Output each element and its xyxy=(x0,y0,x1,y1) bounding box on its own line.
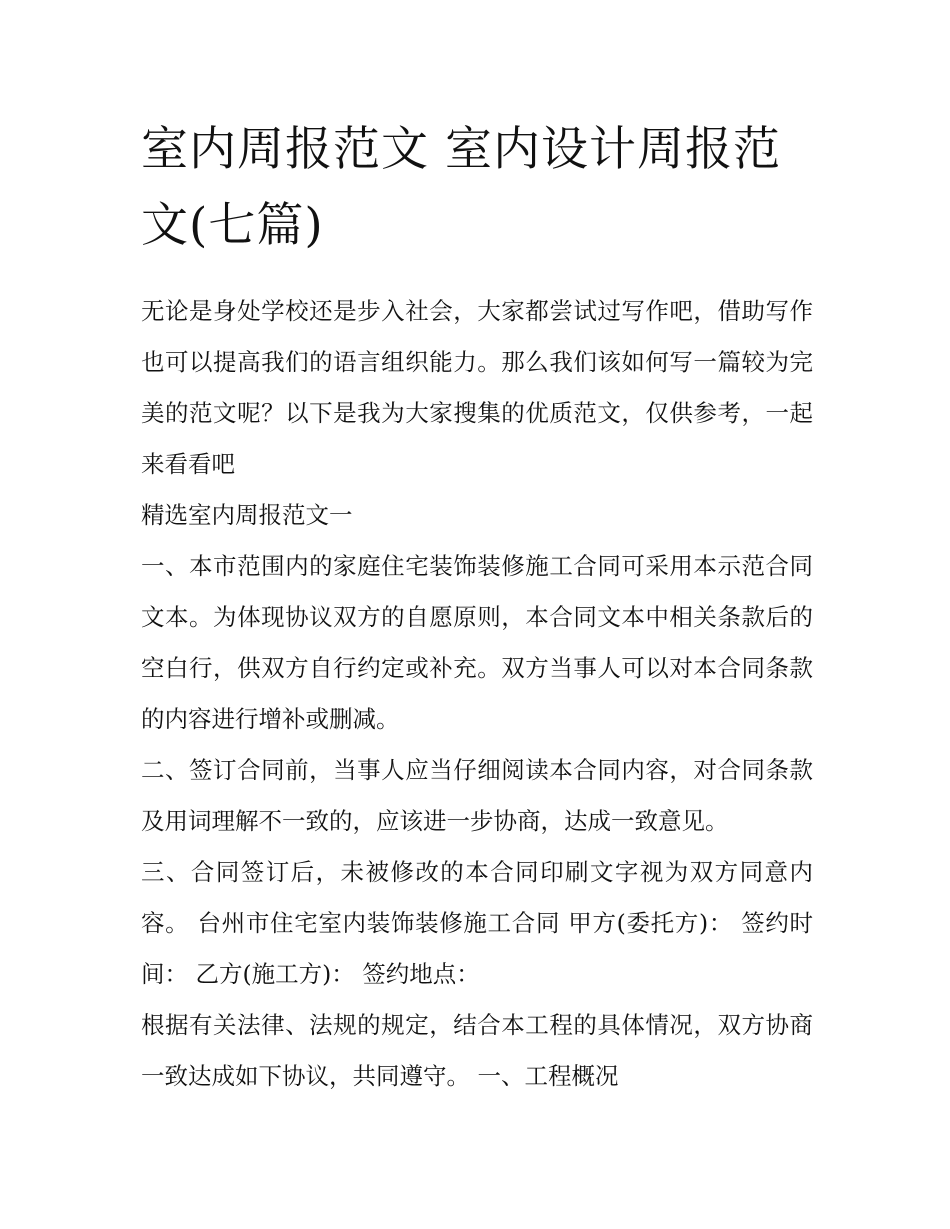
document-body xyxy=(141,286,813,1102)
document-content xyxy=(141,112,813,1102)
clause-paragraph-1: 一、本市范围内的家庭住宅装饰装修施工合同可采用本示范合同文本。为体现协议双方的自愿原则，本合同文本中相关条款后的空白行，供双方自行约定或补充。双方当事人可以对本合同条款的内容进行增补或删减。 xyxy=(141,552,813,733)
document-title: 室内周报范文 室内设计周报范文(七篇) xyxy=(141,122,781,253)
clause-paragraph-3: 三、合同签订后，未被修改的本合同印刷文字视为双方同意内容。 台州市住宅室内装饰装修施工合同 甲方(委托方)： 签约时间： 乙方(施工方)： 签约地点： xyxy=(141,858,813,988)
intro-paragraph: 无论是身处学校还是步入社会，大家都尝试过写作吧，借助写作也可以提高我们的语言组织能力。那么我们该如何写一篇较为完美的范文呢？以下是我为大家搜集的优质范文，仅供参考，一起来看看吧 xyxy=(141,297,813,478)
agreement-paragraph: 根据有关法律、法规的规定，结合本工程的具体情况，双方协商一致达成如下协议，共同遵守。 一、工程概况 xyxy=(141,1011,813,1090)
clause-paragraph-2: 二、签订合同前，当事人应当仔细阅读本合同内容，对合同条款及用词理解不一致的，应该进一步协商，达成一致意见。 xyxy=(141,756,813,835)
section-heading: 精选室内周报范文一 xyxy=(141,501,353,529)
